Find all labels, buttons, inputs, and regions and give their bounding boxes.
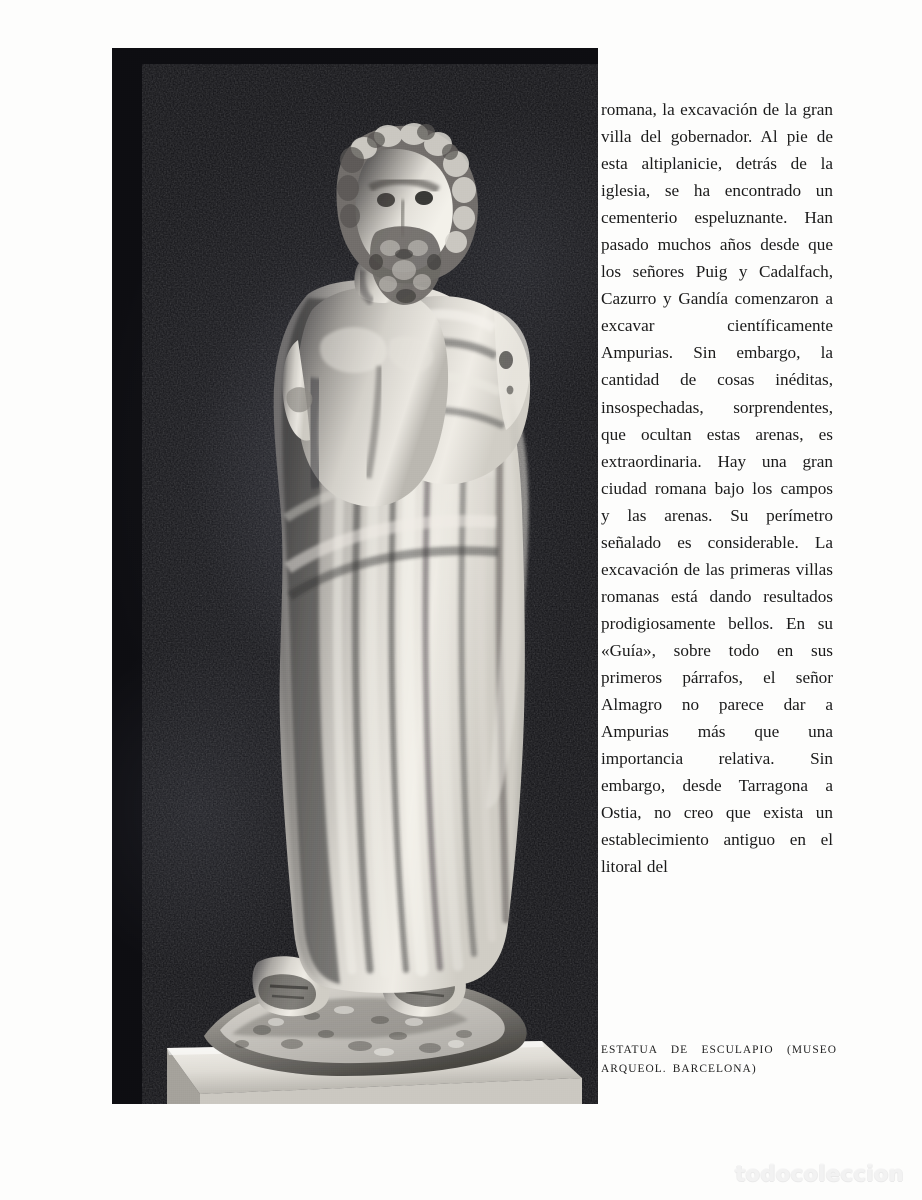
photograph-plate [112, 48, 598, 1104]
todocoleccion-watermark: todocoleccion [735, 1162, 904, 1186]
statue-of-asclepius-illustration [112, 48, 598, 1104]
statue-photograph-figure [112, 48, 598, 1104]
article-body-text: romana, la excavación de la gran villa del gobernador. Al pie de esta altiplanicie, detrás de la iglesia, se ha encontrado un cementerio espeluznante. Han pasado muchos años desde que los señores Puig y Cadalfach, Cazurro y Gandía comenzaron a excavar científicamente Ampurias. Sin embargo, la cantidad de cosas inéditas, insospechadas, sorprendentes, que ocultan estas arenas, es extraordinaria. Hay una gran ciudad romana bajo los campos y las arenas. Su perímetro señalado es considerable. La excavación de las primeras villas romanas está dando resultados prodigiosamente bellos. En su «Guía», sobre todo en sus primeros párrafos, el señor Almagro no parece dar a Ampurias más que una importancia relativa. Sin embargo, desde Tarragona a Ostia, no creo que exista un establecimiento antiguo en el litoral del [601, 100, 833, 877]
article-text-column [601, 96, 833, 880]
photo-caption: ESTATUA DE ESCULAPIO (MUSEO ARQUEOL. BARCELONA) [601, 1044, 837, 1075]
